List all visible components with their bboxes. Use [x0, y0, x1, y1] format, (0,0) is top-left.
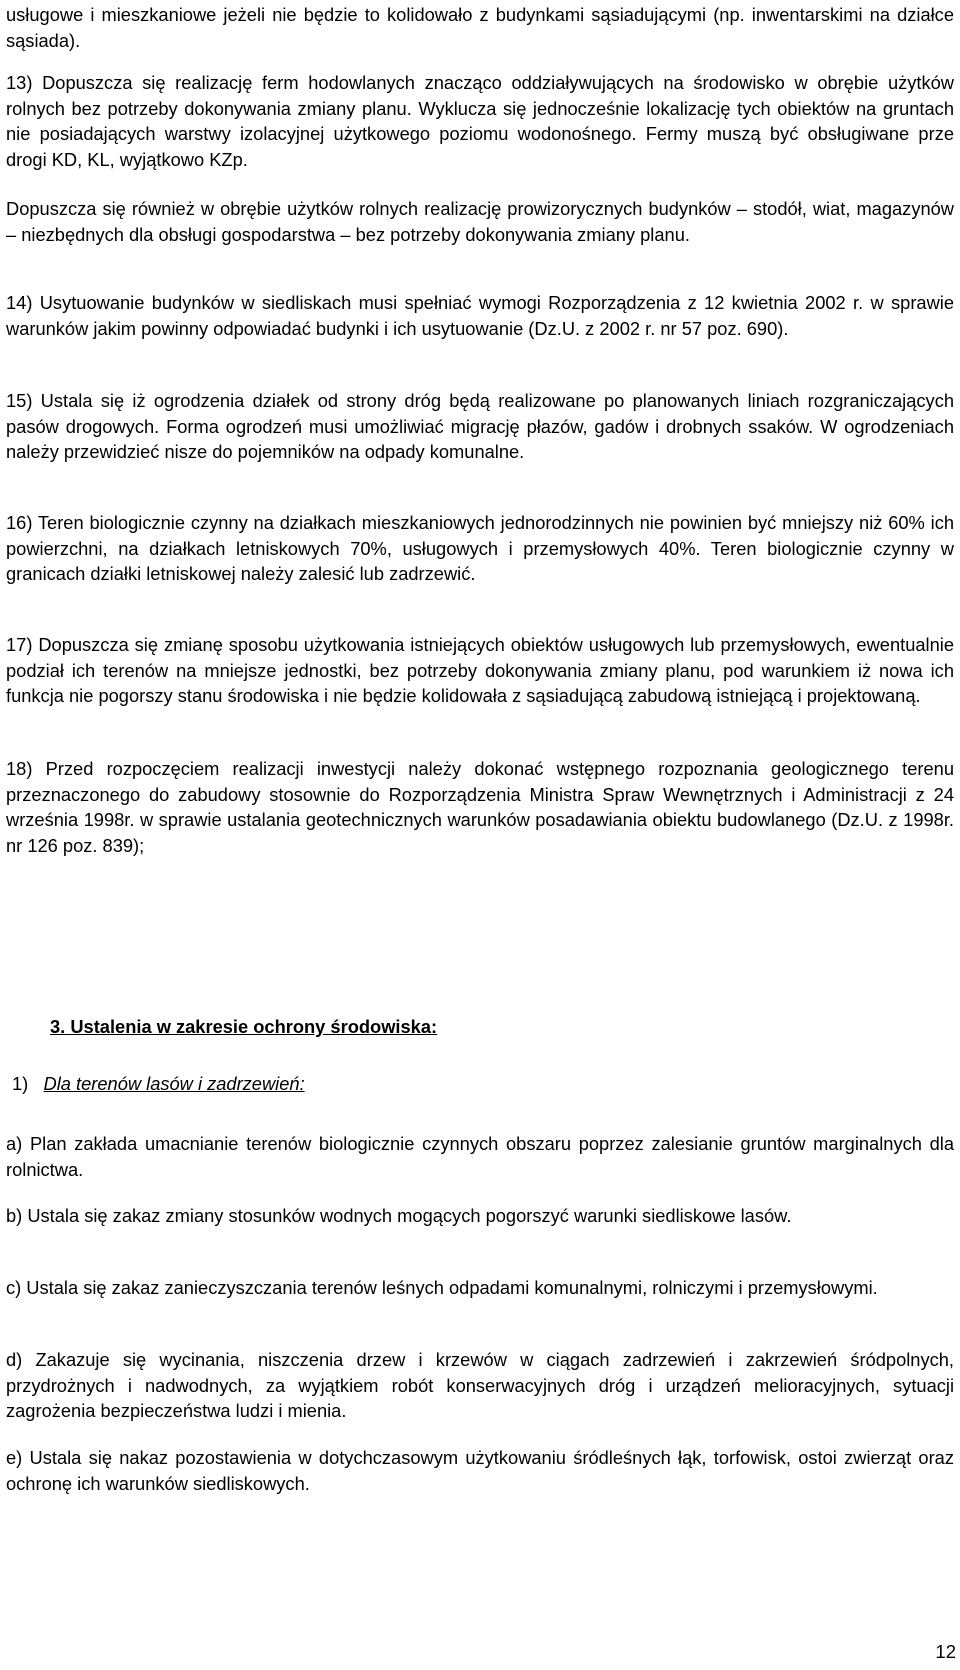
item-b: b) Ustala się zakaz zmiany stosunków wodnych mogących pogorszyć warunki siedliskowe lasów. — [6, 1205, 792, 1226]
item-a: a) Plan zakłada umacnianie terenów biologicznie czynnych obszaru poprzez zalesianie gruntów marginalnych dla rolnictwa. — [6, 1133, 954, 1180]
paragraph-18: 18) Przed rozpoczęciem realizacji inwestycji należy dokonać wstępnego rozpoznania geologicznego terenu przeznaczonego do zabudowy stosownie do Rozporządzenia Ministra Spraw Wewnętrznych i Administracji z 24 września 1998r. w sprawie ustalania geotechnicznych warunków posadawiania obiektu budowlanego (Dz.U. z 1998r. nr 126 poz. 839); — [6, 758, 954, 856]
subsection-number: 1) — [12, 1073, 29, 1094]
section-heading: 3. Ustalenia w zakresie ochrony środowiska: — [50, 1016, 438, 1037]
page-number: 12 — [935, 1640, 956, 1662]
subsection-title — [12, 1071, 305, 1097]
paragraph-14: 14) Usytuowanie budynków w siedliskach musi spełniać wymogi Rozporządzenia z 12 kwietnia 2002 r. w sprawie warunków jakim powinny odpowiadać budynki i ich usytuowanie (Dz.U. z 2002 r. nr 57 poz. 690). — [6, 292, 954, 339]
subsection-text: Dla terenów lasów i zadrzewień: — [43, 1073, 305, 1094]
item-e: e) Ustala się nakaz pozostawienia w dotychczasowym użytkowaniu śródleśnych łąk, torfowisk, ostoi zwierząt oraz ochronę ich warunków siedliskowych. — [6, 1447, 954, 1494]
item-c: c) Ustala się zakaz zanieczyszczania terenów leśnych odpadami komunalnymi, rolniczymi i przemysłowymi. — [6, 1277, 878, 1298]
item-d: d) Zakazuje się wycinania, niszczenia drzew i krzewów w ciągach zadrzewień i zakrzewień śródpolnych, przydrożnych i nadwodnych, za wyjątkiem robót konserwacyjnych dróg i urządzeń melioracyjnych, sytuacji zagrożenia bezpieczeństwa ludzi i mienia. — [6, 1349, 954, 1421]
paragraph-17: 17) Dopuszcza się zmianę sposobu użytkowania istniejących obiektów usługowych lub przemysłowych, ewentualnie podział ich terenów na mniejsze jednostki, bez potrzeby dokonywania zmiany planu, pod warunkiem iż nowa ich funkcja nie pogorszy stanu środowiska i nie będzie kolidowała z sąsiadującą zabudową istniejącą i projektowaną. — [6, 634, 954, 706]
paragraph-13: 13) Dopuszcza się realizację ferm hodowlanych znacząco oddziaływujących na środowisko w obrębie użytków rolnych bez potrzeby dokonywania zmiany planu. Wyklucza się jednocześnie lokalizację tych obiektów na gruntach nie posiadających warstwy izolacyjnej użytkowego poziomu wodonośnego. Fermy muszą być obsługiwane prze drogi KD, KL, wyjątkowo KZp. — [6, 72, 954, 170]
paragraph-intro: usługowe i mieszkaniowe jeżeli nie będzie to kolidowało z budynkami sąsiadującymi (np. inwentarskimi na działce sąsiada). — [6, 4, 954, 51]
paragraph-15: 15) Ustala się iż ogrodzenia działek od strony dróg będą realizowane po planowanych liniach rozgraniczających pasów drogowych. Forma ogrodzeń musi umożliwiać migrację płazów, gadów i drobnych ssaków. W ogrodzeniach należy przewidzieć nisze do pojemników na odpady komunalne. — [6, 390, 954, 462]
paragraph-13-continued: Dopuszcza się również w obrębie użytków rolnych realizację prowizorycznych budynków – stodół, wiat, magazynów – niezbędnych dla obsługi gospodarstwa – bez potrzeby dokonywania zmiany planu. — [6, 198, 954, 245]
paragraph-16: 16) Teren biologicznie czynny na działkach mieszkaniowych jednorodzinnych nie powinien być mniejszy niż 60% ich powierzchni, na działkach letniskowych 70%, usługowych i przemysłowych 40%. Teren biologicznie czynny w granicach działki letniskowej należy zalesić lub zadrzewić. — [6, 512, 954, 584]
